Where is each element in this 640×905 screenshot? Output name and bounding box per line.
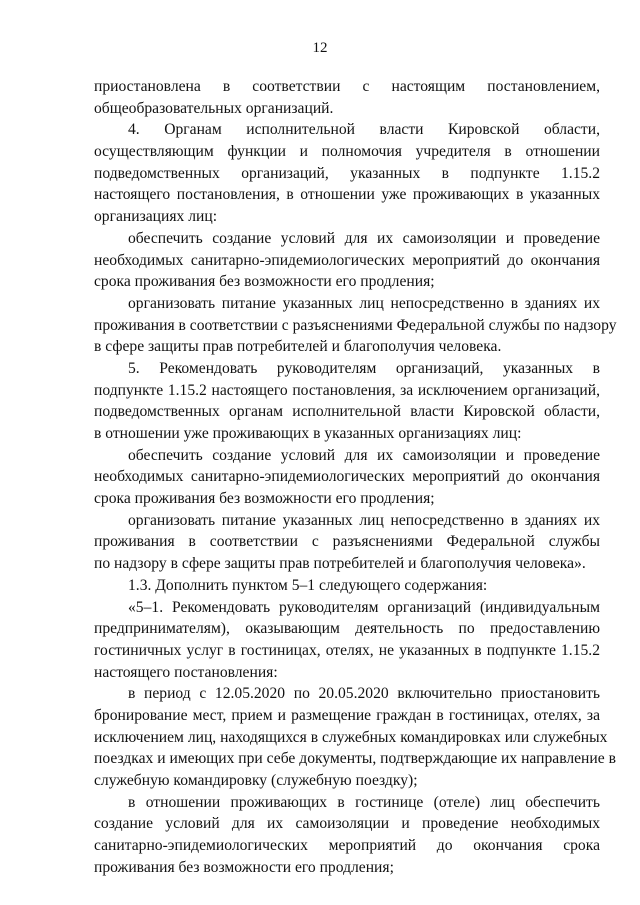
text-line: в период с 12.05.2020 по 20.05.2020 включительно приостановить [128, 685, 600, 703]
text-line: подведомственных органам исполнительной власти Кировской области, [94, 403, 600, 421]
text-line: 4. Органам исполнительной власти Кировской области, [128, 121, 600, 139]
text-line: настоящего постановления: [94, 663, 278, 681]
text-line: 5. Рекомендовать руководителям организаций, указанных в [128, 359, 600, 377]
text-line: срока проживания без возможности его продления; [94, 490, 435, 508]
text-line: необходимых санитарно-эпидемиологических мероприятий до окончания [94, 251, 600, 269]
text-line: общеобразовательных организаций. [94, 99, 334, 117]
text-line: обеспечить создание условий для их самоизоляции и проведение [128, 446, 600, 464]
text-line: предпринимателям), оказывающим деятельность по предоставлению [94, 620, 600, 638]
text-line: исключением лиц, находящихся в служебных командировках или служебных [94, 728, 608, 746]
text-line: поездках и имеющих при себе документы, подтверждающие их направление в [94, 750, 616, 768]
text-line: проживания без возможности его продления; [94, 858, 394, 876]
text-line: приостановлена в соответствии с настоящим постановлением, [94, 78, 600, 95]
text-line: «5–1. Рекомендовать руководителям организаций (индивидуальным [128, 598, 600, 616]
text-line: санитарно-эпидемиологических мероприятий до окончания срока [94, 837, 600, 855]
text-line: бронирование мест, прием и размещение граждан в гостиницах, отелях, за [94, 706, 600, 724]
text-line: проживания в соответствии с разъяснениями Федеральной службы [94, 533, 600, 551]
text-line: обеспечить создание условий для их самоизоляции и проведение [128, 229, 600, 247]
text-line: настоящего постановления, в отношении уже проживающих в указанных [94, 186, 600, 204]
text-line: подпункте 1.15.2 настоящего постановления, за исключением организаций, [94, 381, 600, 399]
text-line: организациях лиц: [94, 208, 218, 226]
text-line: организовать питание указанных лиц непосредственно в зданиях их [128, 294, 600, 312]
text-line: создание условий для их самоизоляции и проведение необходимых [94, 815, 600, 833]
text-line: по надзору в сфере защиты прав потребителей и благополучия человека». [94, 555, 586, 573]
text-line: в отношении уже проживающих в указанных организациях лиц: [94, 425, 522, 442]
text-line: 1.3. Дополнить пунктом 5–1 следующего содержания: [128, 576, 488, 594]
text-line: организовать питание указанных лиц непосредственно в зданиях их [128, 511, 600, 529]
text-line: гостиничных услуг в гостиницах, отелях, не указанных в подпункте 1.15.2 [94, 641, 600, 659]
text-line: подведомственных организаций, указанных в подпункте 1.15.2 [94, 164, 600, 182]
text-line: в отношении проживающих в гостинице (отеле) лиц обеспечить [128, 793, 600, 811]
text-line: в сфере защиты прав потребителей и благополучия человека. [94, 338, 502, 356]
document-body [94, 76, 617, 878]
page-number: 12 [312, 40, 328, 56]
text-line: проживания в соответствии с разъяснениями Федеральной службы по надзору [94, 316, 617, 334]
text-line: срока проживания без возможности его продления; [94, 273, 435, 291]
text-line: осуществляющим функции и полномочия учредителя в отношении [94, 143, 600, 161]
text-line: служебную командировку (служебную поездку); [94, 772, 418, 789]
text-line: необходимых санитарно-эпидемиологических мероприятий до окончания [94, 468, 600, 486]
